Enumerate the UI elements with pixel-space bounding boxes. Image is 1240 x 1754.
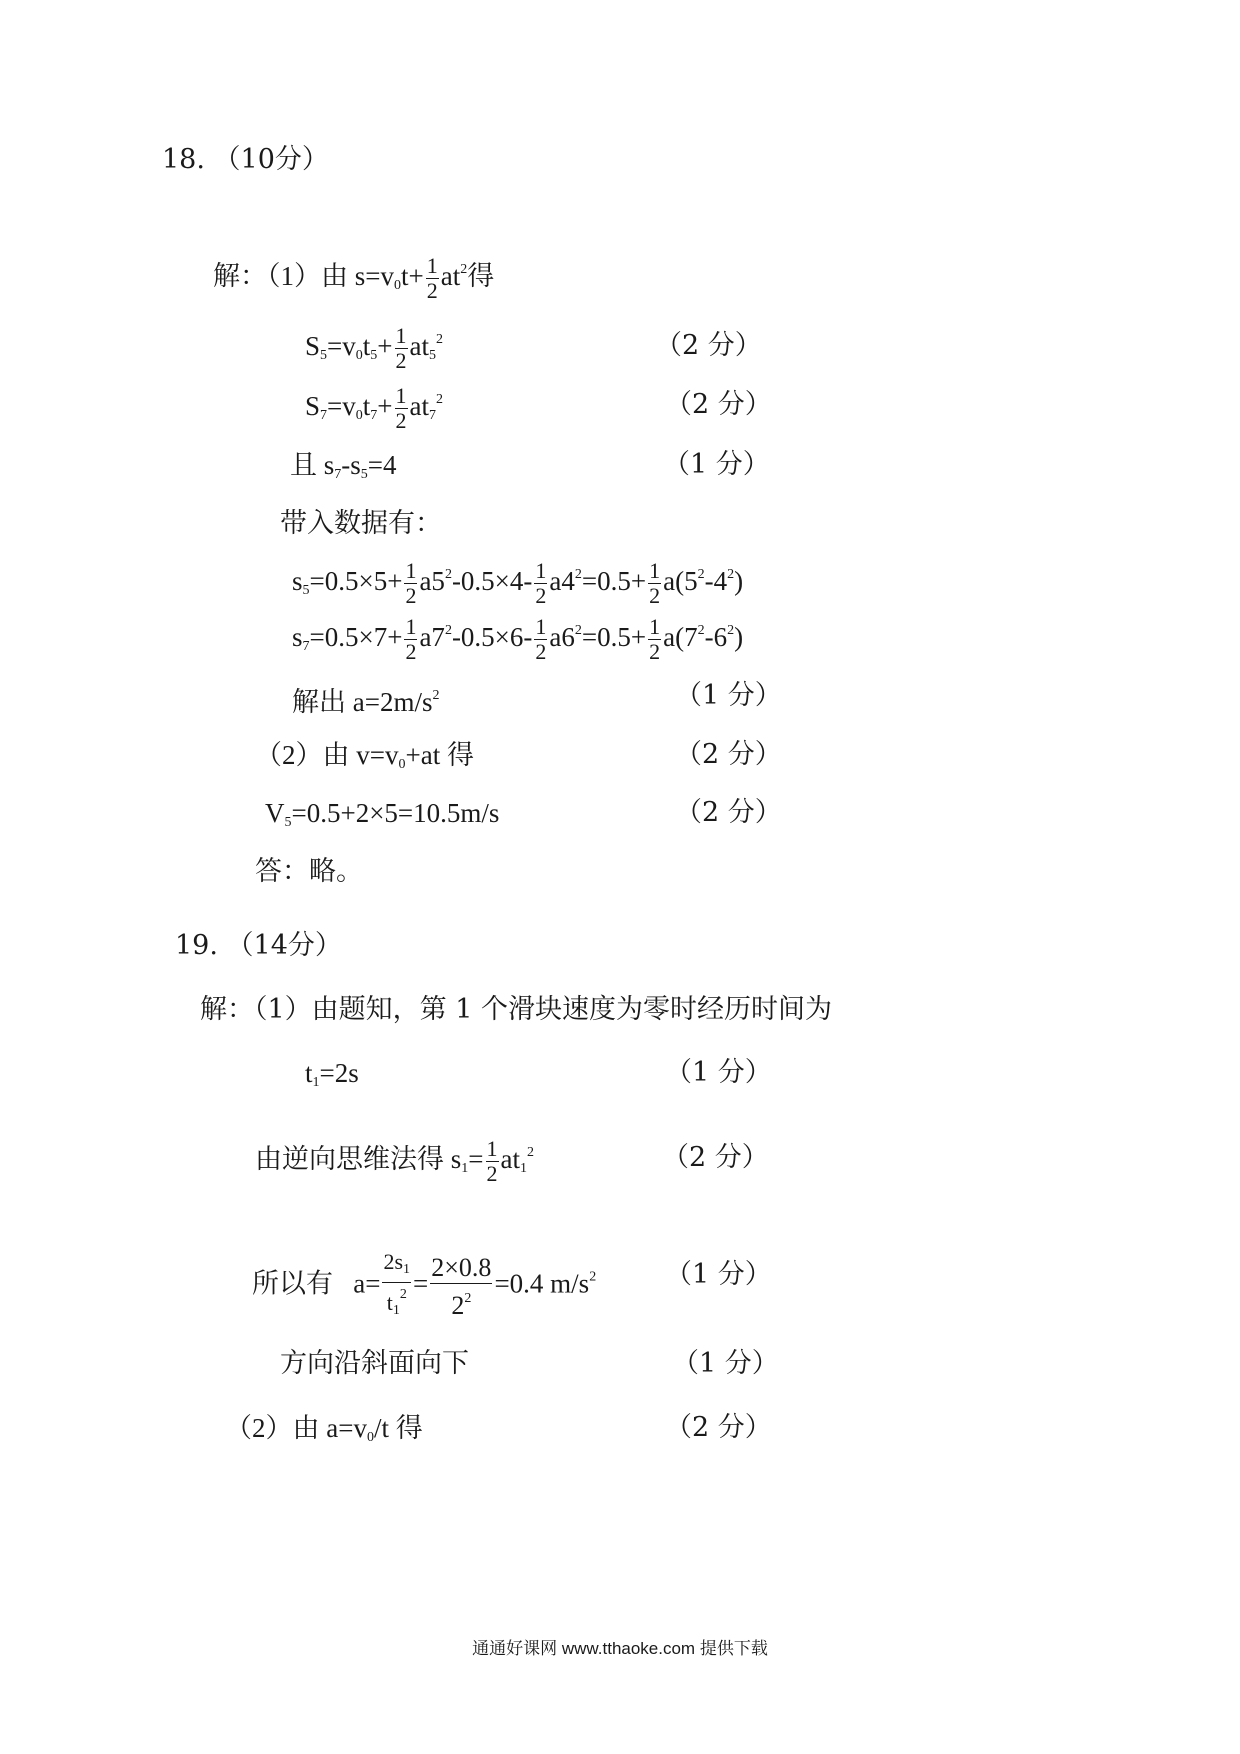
q18-solve-score: （1 分） — [675, 680, 782, 711]
q19-reverse-thinking-score: （2 分） — [662, 1142, 769, 1173]
q18-line-1: 解：（1）由 $s=v_0t+$ $\frac{1}{2}$ $at^2$得 — [213, 253, 495, 304]
question-18-header: 18. （10分） — [162, 144, 329, 175]
q19-so-have: 所以有 a= $\frac{2s_1}{t_1^2}$ = $\frac{2\times 0.8}{2^2}$ =0.4 $m/s^2$ — [252, 1249, 597, 1320]
q19-part2: （2）由 $a=v_0/t$ 得 — [225, 1413, 423, 1445]
question-19-header: 19. （14分） — [175, 930, 342, 961]
q18-answer: 答：略。 — [255, 856, 363, 887]
q18-eq-s5-score: （2 分） — [655, 330, 762, 361]
q18-part2: （2）由 $v=v_0+at$ 得 — [255, 740, 474, 772]
q18-v5: $V_5=0.5+2\times 5=10.5m/s$ — [265, 798, 500, 830]
q19-part2-score: （2 分） — [665, 1412, 772, 1443]
q18-s5-substitution: $s_5=0.5\times 5+$ $\frac{1}{2}$ $a5^2-0.5\times 4-$ $\frac{1}{2}$ $a4^2=0.5+$ $\frac{1}{2}$ $a(5^2-4^2)$ — [292, 558, 744, 609]
q18-substitute-intro: 带入数据有： — [280, 508, 442, 539]
q18-part2-score: （2 分） — [675, 739, 782, 770]
q18-eq-s7: $S_7=v_0t_7+$ $\frac{1}{2}$ $at_7^2$ — [305, 383, 444, 434]
q19-t1-score: （1 分） — [665, 1057, 772, 1088]
q18-solve: 解出 $a=2m/s^2$ — [292, 687, 440, 717]
q19-direction: 方向沿斜面向下 — [280, 1348, 469, 1379]
q19-reverse-thinking: 由逆向思维法得 $s_1=$ $\frac{1}{2}$ $at_1^2$ — [255, 1136, 534, 1187]
q18-v5-score: （2 分） — [675, 797, 782, 828]
q18-eq-s5: $S_5=v_0t_5+$ $\frac{1}{2}$ $at_5^2$ — [305, 323, 444, 374]
q18-eq-s7-score: （2 分） — [665, 389, 772, 420]
q19-so-have-score: （1 分） — [665, 1259, 772, 1290]
q18-condition-score: （1 分） — [663, 449, 770, 480]
q18-s7-substitution: $s_7=0.5\times 7+$ $\frac{1}{2}$ $a7^2-0.5\times 6-$ $\frac{1}{2}$ $a6^2=0.5+$ $\frac{1}{2}$ $a(7^2-6^2)$ — [292, 614, 744, 665]
q19-t1: $t_1=2s$ — [305, 1058, 359, 1090]
q19-line-1: 解：（1）由题知，第 1 个滑块速度为零时经历时间为 — [200, 994, 833, 1025]
q19-direction-score: （1 分） — [672, 1348, 779, 1379]
page-footer: 通通好课网 www.tthaoke.com 提供下载 — [472, 1639, 768, 1658]
q18-condition: 且 $s_7-s_5=4$ — [290, 450, 397, 482]
